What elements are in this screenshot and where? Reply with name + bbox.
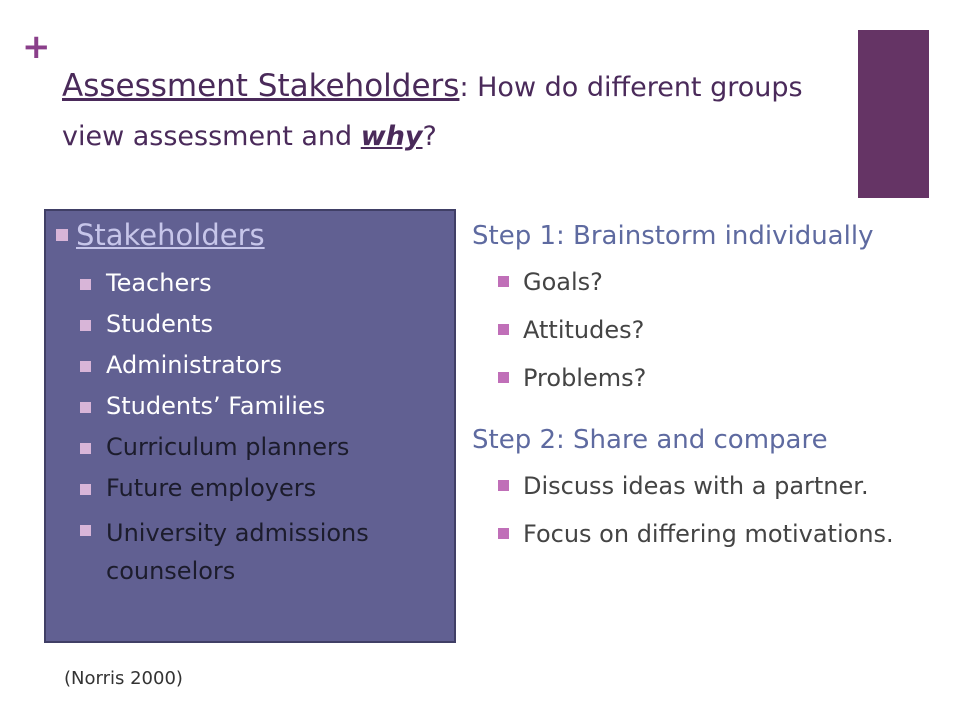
list-item	[498, 516, 942, 552]
bullet-icon	[80, 361, 91, 372]
list-item	[498, 264, 942, 300]
slide-title	[62, 62, 842, 161]
bullet-icon	[498, 528, 509, 539]
list-item	[498, 312, 942, 348]
plus-decoration: +	[22, 27, 51, 67]
list-item-label: Teachers	[106, 269, 212, 297]
bullet-icon	[80, 484, 91, 495]
list-item	[80, 268, 440, 298]
title-sub-pre: : How do different groups view assessment and	[62, 72, 803, 152]
bullet-icon	[56, 229, 68, 241]
list-item	[80, 391, 440, 421]
bullet-icon	[498, 372, 509, 383]
list-item-label: Students’ Families	[106, 392, 326, 420]
list-item	[80, 514, 440, 590]
list-item-label: Future employers	[106, 474, 317, 502]
list-item	[498, 468, 942, 504]
title-sub-post: ?	[422, 121, 437, 152]
stakeholders-heading[interactable]	[56, 218, 265, 252]
list-item	[80, 432, 440, 462]
bullet-icon	[80, 279, 91, 290]
list-item	[498, 360, 942, 396]
title-main: Assessment Stakeholders	[62, 68, 460, 104]
step2-heading: Step 2: Share and compare	[472, 425, 828, 455]
list-item	[80, 350, 440, 380]
accent-bar	[858, 30, 929, 198]
citation: (Norris 2000)	[64, 668, 183, 689]
list-item	[80, 309, 440, 339]
list-item-label: University admissions counselors	[106, 519, 369, 585]
list-item-label: Attitudes?	[523, 316, 645, 344]
stakeholders-link[interactable]: Stakeholders	[76, 218, 265, 252]
title-why: why	[360, 121, 423, 152]
list-item-label: Students	[106, 310, 213, 338]
stakeholders-list	[80, 268, 440, 601]
bullet-icon	[498, 324, 509, 335]
list-item-label: Focus on differing motivations.	[523, 520, 894, 548]
bullet-icon	[80, 443, 91, 454]
bullet-icon	[80, 402, 91, 413]
list-item-label: Problems?	[523, 364, 647, 392]
steps-column	[472, 218, 942, 564]
step1-list	[498, 264, 942, 396]
bullet-icon	[498, 276, 509, 287]
list-item-label: Goals?	[523, 268, 603, 296]
list-item	[80, 473, 440, 503]
list-item-label: Discuss ideas with a partner.	[523, 472, 869, 500]
bullet-icon	[80, 320, 91, 331]
list-item-label: Administrators	[106, 351, 283, 379]
step2-list	[498, 468, 942, 552]
bullet-icon	[498, 480, 509, 491]
bullet-icon	[80, 525, 91, 536]
step1-heading: Step 1: Brainstorm individually	[472, 221, 874, 251]
list-item-label: Curriculum planners	[106, 433, 350, 461]
